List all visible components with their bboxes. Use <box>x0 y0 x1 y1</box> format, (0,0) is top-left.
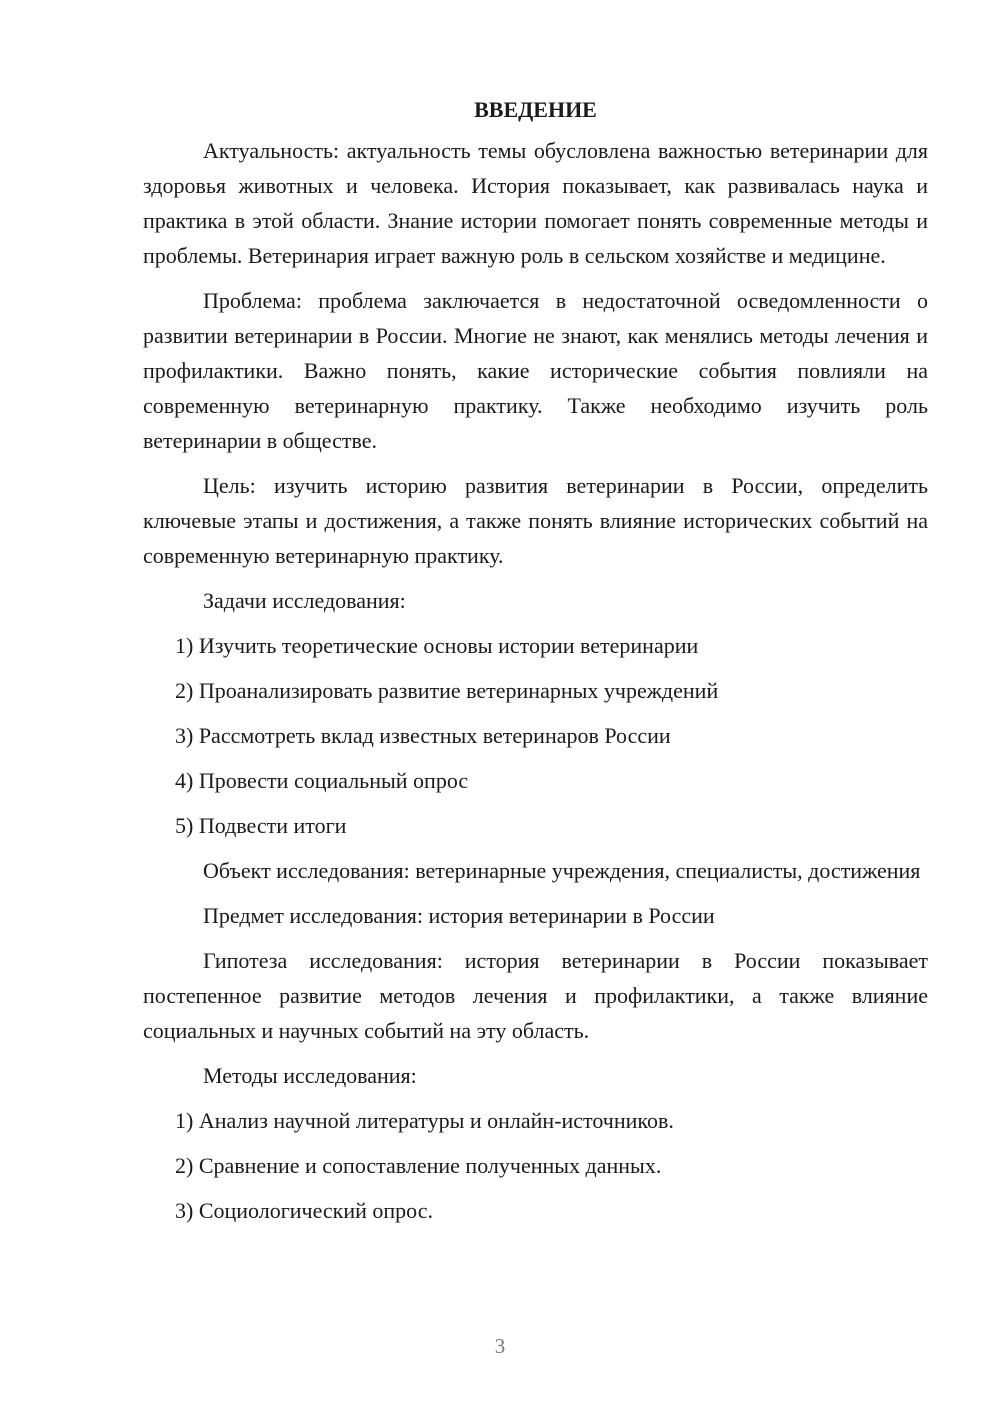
subject-paragraph: Предмет исследования: история ветеринарии в России <box>203 903 715 928</box>
method-item-2: 2) Сравнение и сопоставление полученных данных. <box>175 1153 662 1178</box>
problem-paragraph: Проблема: проблема заключается в недостаточной осведомленности о развитии ветеринарии в России. Многие не знают, как менялись методы лечения и профилактики. Важно понять, какие исторические события повлияли на современную ветеринарную практику. Также необходимо изучить роль ветеринарии в обществе. <box>143 288 928 453</box>
object-paragraph: Объект исследования: ветеринарные учреждения, специалисты, достижения <box>203 858 921 883</box>
page-number: 3 <box>494 1334 506 1358</box>
hypothesis-paragraph: Гипотеза исследования: история ветеринарии в России показывает постепенное развитие методов лечения и профилактики, а также влияние социальных и научных событий на эту область. <box>143 948 928 1043</box>
tasks-heading: Задачи исследования: <box>203 588 406 613</box>
task-item-3: 3) Рассмотреть вклад известных ветеринаров России <box>175 723 671 748</box>
task-item-5: 5) Подвести итоги <box>175 813 347 838</box>
task-item-4: 4) Провести социальный опрос <box>175 768 469 793</box>
relevance-paragraph: Актуальность: актуальность темы обусловлена важностью ветеринарии для здоровья животных и человека. История показывает, как развивалась наука и практика в этой области. Знание истории помогает понять современные методы и проблемы. Ветеринария играет важную роль в сельском хозяйстве и медицине. <box>143 138 928 268</box>
goal-paragraph: Цель: изучить историю развития ветеринарии в России, определить ключевые этапы и достижения, а также понять влияние исторических событий на современную ветеринарную практику. <box>143 473 928 568</box>
method-item-3: 3) Социологический опрос. <box>175 1198 433 1223</box>
page-title: ВВЕДЕНИЕ <box>474 97 597 122</box>
task-item-2: 2) Проанализировать развитие ветеринарных учреждений <box>175 678 719 703</box>
method-item-1: 1) Анализ научной литературы и онлайн-источников. <box>175 1108 674 1133</box>
task-item-1: 1) Изучить теоретические основы истории ветеринарии <box>175 633 699 658</box>
methods-heading: Методы исследования: <box>203 1063 417 1088</box>
document-page <box>143 95 928 1238</box>
